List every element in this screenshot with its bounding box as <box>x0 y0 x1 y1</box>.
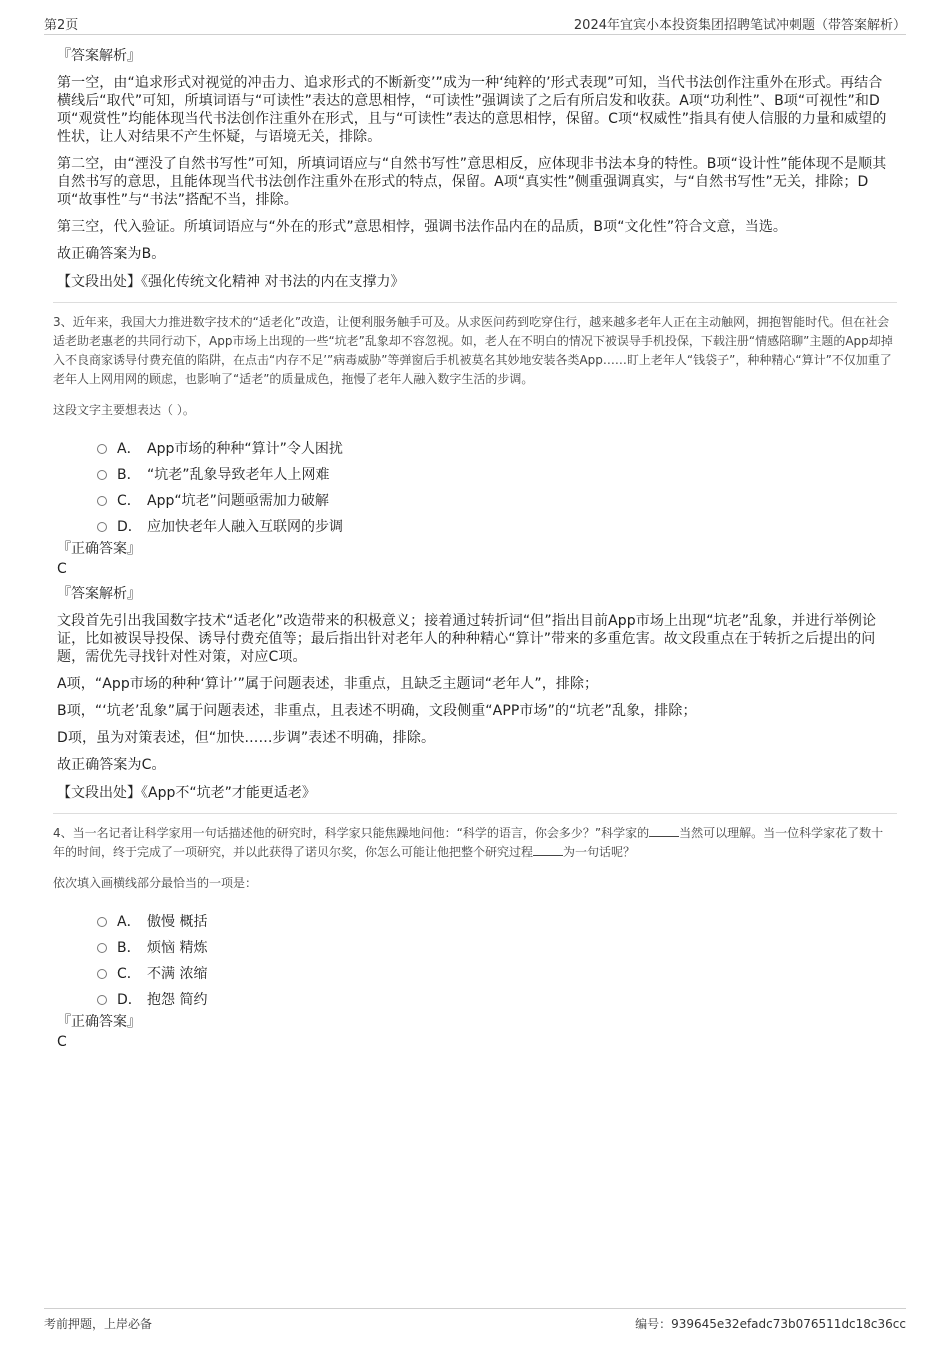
option-a[interactable] <box>97 909 893 935</box>
correct-answer-label: 『正确答案』 <box>57 1014 141 1030</box>
option-d[interactable] <box>97 514 893 540</box>
option-letter: A． <box>117 914 141 930</box>
analysis-label: 『答案解析』 <box>57 586 141 602</box>
analysis-conclusion: 故正确答案为C。 <box>57 757 166 773</box>
analysis-label: 『答案解析』 <box>57 48 141 64</box>
correct-answer-value: C <box>57 1034 67 1050</box>
page-footer <box>44 1308 906 1331</box>
radio-button-icon[interactable] <box>97 522 107 532</box>
option-text: App市场的种种“算计”令人困扰 <box>147 441 343 457</box>
stem-text: 4、当一名记者让科学家用一句话描述他的研究时，科学家只能焦躁地问他：“科学的语言，你会多少？”科学家的 <box>53 826 650 840</box>
radio-button-icon[interactable] <box>97 470 107 480</box>
option-c[interactable] <box>97 488 893 514</box>
question-4-prompt: 依次填入画横线部分最恰当的一项是： <box>53 876 258 890</box>
footer-slogan: 考前押题，上岸必备 <box>44 1317 153 1331</box>
option-letter: B． <box>117 467 141 483</box>
analysis-paragraph: 文段首先引出我国数字技术“适老化”改造带来的积极意义；接着通过转折词“但”指出目前App市场上出现“坑老”乱象，并进行举例论证，比如被误导投保、诱导付费充值等；最后指出针对老年人的种种精心“算计”带来的多重危害。故文段重点在于转折之后提出的问题，需优先寻找针对性对策，对应C项。 <box>57 613 877 665</box>
analysis-paragraph: 第一空，由“追求形式对视觉的冲击力、追求形式的不断新变’”成为一种‘纯粹的’形式表现”可知，当代书法创作注重外在形式。再结合横线后“取代”可知，所填词语与“可读性”表达的意思相悖，“可读性”强调读了之后有所启发和收获。A项“功利性”、B项“可视性”和D项“观赏性”均能体现当代书法创作注重外在形式，且与“可读性”表达的意思相悖，保留。C项“权威性”指具有使人信服的力量和威望的性状，让人对结果不产生怀疑，与语境无关，排除。 <box>57 75 887 145</box>
question-4-stem <box>53 824 893 862</box>
document-code: 编号：939645e32efadc73b076511dc18c36cc <box>635 1317 906 1331</box>
radio-button-icon[interactable] <box>97 496 107 506</box>
analysis-paragraph: B项，“‘坑老’乱象”属于问题表述，非重点，且表述不明确，文段侧重“APP市场”的“坑老”乱象，排除； <box>57 703 697 719</box>
passage-source: 【文段出处】《App不“坑老”才能更适老》 <box>57 785 316 801</box>
radio-button-icon[interactable] <box>97 444 107 454</box>
option-letter: C． <box>117 493 141 509</box>
page-content <box>53 40 893 1053</box>
fill-blank <box>649 824 679 837</box>
option-text: 傲慢 概括 <box>147 914 208 930</box>
analysis-paragraph: 第二空，由“湮没了自然书写性”可知，所填词语应与“自然书写性”意思相反，应体现非书法本身的特性。B项“设计性”能体现不是顺其自然书写的意思，且能体现当代书法创作注重外在形式的特点，保留。A项“真实性”侧重强调真实，与“自然书写性”无关，排除；D项“故事性”与“书法”搭配不当，排除。 <box>57 156 887 208</box>
stem-text: 为一句话呢？ <box>563 845 636 859</box>
analysis-paragraph: D项，虽为对策表述，但“加快……步调”表述不明确，排除。 <box>57 730 436 746</box>
stem-text: 当然可以理解。当一位科学家花了数十年的时间，终于完成了一项研究，并以此获得了诺贝尔奖，你怎么可能让他把整个研究过程 <box>53 826 884 859</box>
option-b[interactable] <box>97 935 893 961</box>
option-letter: C． <box>117 966 141 982</box>
question-3-options <box>97 436 893 540</box>
option-text: App“坑老”问题亟需加力破解 <box>147 493 329 509</box>
option-d[interactable] <box>97 987 893 1013</box>
option-c[interactable] <box>97 961 893 987</box>
question-4-options <box>97 909 893 1013</box>
option-text: 不满 浓缩 <box>147 966 208 982</box>
page-number: 第2页 <box>44 18 79 33</box>
option-letter: D． <box>117 992 142 1008</box>
analysis-paragraph: A项，“App市场的种种‘算计’”属于问题表述，非重点，且缺乏主题词“老年人”，排除； <box>57 676 599 692</box>
page-header <box>44 14 906 35</box>
radio-button-icon[interactable] <box>97 995 107 1005</box>
passage-source: 【文段出处】《强化传统文化精神 对书法的内在支撑力》 <box>57 274 405 290</box>
question-divider <box>53 813 897 814</box>
correct-answer-label: 『正确答案』 <box>57 541 141 557</box>
option-letter: D． <box>117 519 142 535</box>
radio-button-icon[interactable] <box>97 969 107 979</box>
question-divider <box>53 302 897 303</box>
radio-button-icon[interactable] <box>97 917 107 927</box>
question-3-prompt: 这段文字主要想表达（ ）。 <box>53 403 195 417</box>
question-3-stem: 3、近年来，我国大力推进数字技术的“适老化”改造，让便利服务触手可及。从求医问药到吃穿住行，越来越多老年人正在主动触网，拥抱智能时代。但在社会适老助老惠老的共同行动下，App市场上出现的一些“坑老”乱象却不容忽视。如，老人在不明白的情况下被误导手机投保，下载注册“情感陪聊”主题的App却掉入不良商家诱导付费充值的陷阱，在点击“内存不足’”病毒威胁”等弹窗后手机被莫名其妙地安装各类App……盯上老年人“钱袋子”，种种精心“算计”不仅加重了老年人上网用网的顾虑，也影响了“适老”的质量成色，拖慢了老年人融入数字生活的步调。 <box>53 315 893 386</box>
analysis-paragraph: 第三空，代入验证。所填词语应与“外在的形式”意思相悖，强调书法作品内在的品质，B项“文化性”符合文意，当选。 <box>57 219 788 235</box>
option-a[interactable] <box>97 436 893 462</box>
correct-answer-value: C <box>57 561 67 577</box>
analysis-conclusion: 故正确答案为B。 <box>57 246 166 262</box>
option-text: 应加快老年人融入互联网的步调 <box>147 519 343 535</box>
option-b[interactable] <box>97 462 893 488</box>
option-text: 抱怨 简约 <box>147 992 208 1008</box>
option-letter: A． <box>117 441 141 457</box>
option-text: 烦恼 精炼 <box>147 940 208 956</box>
option-letter: B． <box>117 940 141 956</box>
document-title: 2024年宜宾小本投资集团招聘笔试冲刺题（带答案解析） <box>573 18 906 33</box>
fill-blank <box>533 843 563 856</box>
radio-button-icon[interactable] <box>97 943 107 953</box>
option-text: “坑老”乱象导致老年人上网难 <box>147 467 330 483</box>
